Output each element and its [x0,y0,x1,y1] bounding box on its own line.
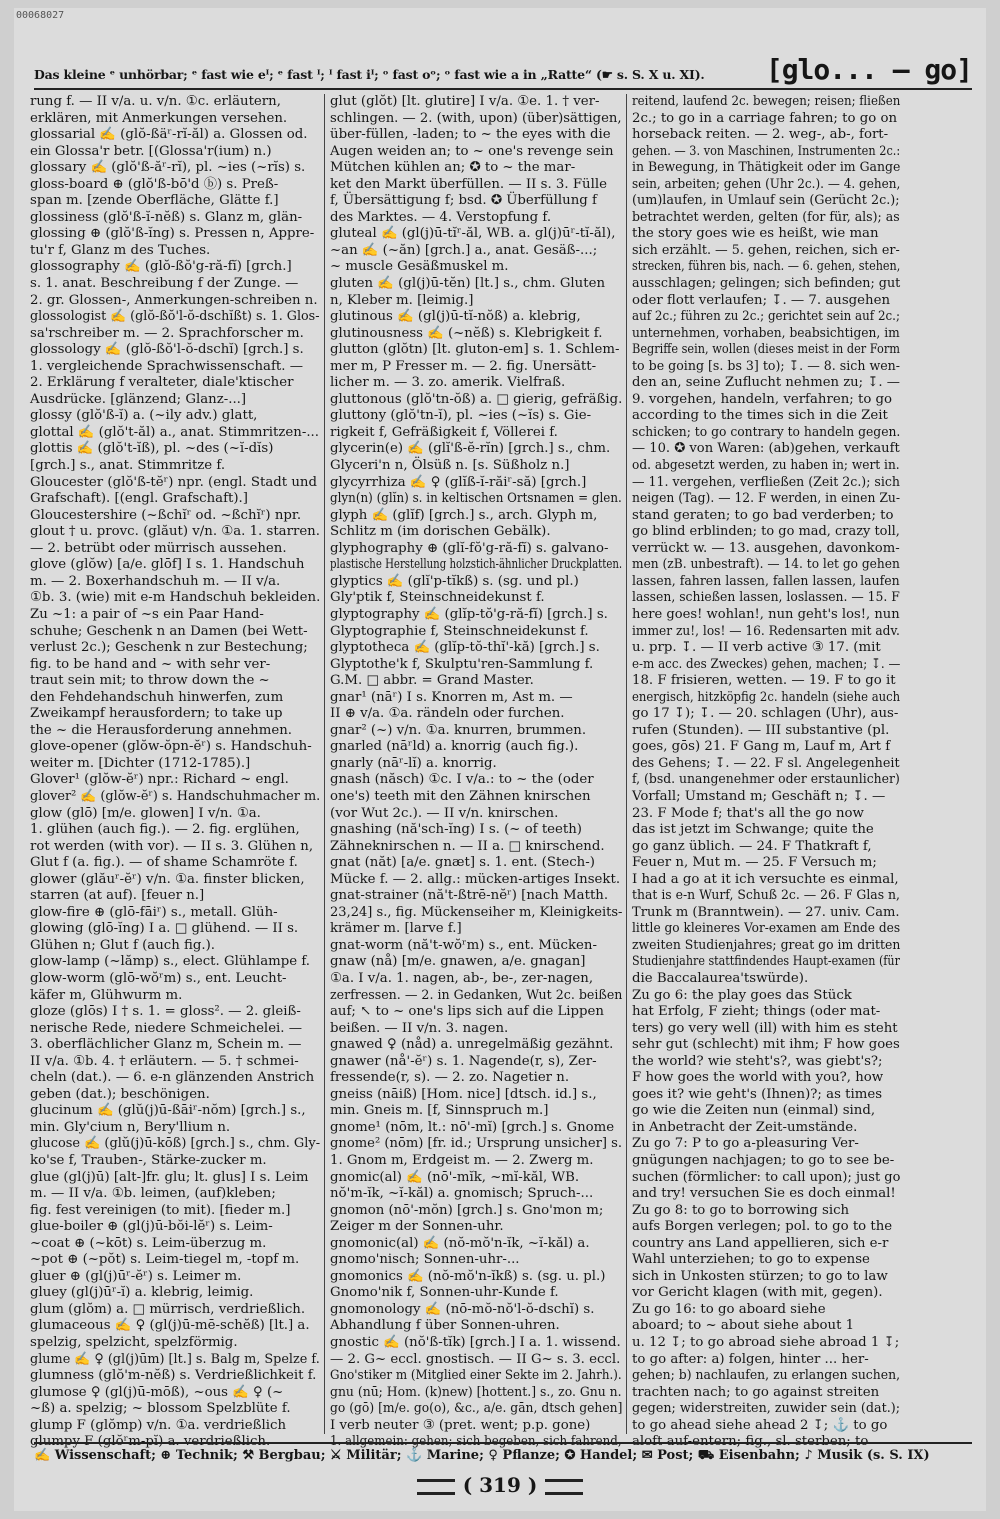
entry-line: hat Erfolg, F zieht; things (oder mat- [632,1004,881,1020]
entry-line: ters) go very well (ill) with him es steht [632,1020,898,1036]
entry-line: glow (glō) [m/e. glowen] I v/n. ①a. [30,805,261,821]
entry-line: glucinum ✍ (glŭ(j)ū-ßāiʳ-nŏm) [grch.] s., [30,1103,306,1119]
entry-line: glossography ✍ (glŏ-ßŏ'g-ră-fĭ) [grch.] [30,259,292,275]
entry-line: to be going [s. bs 3] to); ↧. — 8. sich wen- [632,358,901,374]
entry-line: II ⊕ v/a. ①a. rändeln oder furchen. [330,706,565,722]
entry-line: Mütchen kühlen an; ✪ to ~ the mar- [330,160,576,176]
entry-line: goes, gōs) 21. F Gang m, Lauf m, Art f [632,739,891,755]
entry-line: rung f. — II v/a. u. v/n. ①c. erläutern, [30,94,281,109]
entry-line: nŏ'm-ĭk, ~ĭ-kăl) a. gnomisch; Spruch-... [330,1186,594,1202]
entry-line: Glyceri'n n, Ölsüß n. [s. Süßholz n.] [330,458,570,474]
entry-line: traut sein mit; to throw down the ~ [30,673,270,689]
entry-line: Trunk m (Branntwein). — 27. univ. Cam. [632,904,900,920]
entry-line: min. Gly'cium n, Bery'llium n. [30,1119,231,1135]
entry-line: Glut f (a. fig.). — of shame Schamröte f. [30,855,298,871]
entry-line: spelzig, spelzicht, spelzförmig. [30,1335,238,1351]
entry-line: oder flott verlaufen; ↧. — 7. ausgehen [632,292,891,308]
entry-line: (um)laufen, in Umlauf sein (Gerücht 2c.); [632,193,900,209]
entry-line: glyptotheca ✍ (glĭp-tŏ-thĭ'-kă) [grch.] s. [330,640,600,656]
entry-line: fig. to be hand and ~ with sehr ver- [30,656,271,672]
entry-line: glossy (glŏ'ß-ĭ) a. (~ily adv.) glatt, [30,408,258,424]
entry-line: little go kleineres Vor-examen am Ende des [632,921,901,937]
entry-line: glossing ⊕ (glŏ'ß-ĭng) s. Pressen n, Appre- [30,226,315,242]
entry-line: gnaw (nå) [m/e. gnawen, a/e. gnagan] [330,954,586,970]
entry-line: Zweikampf herausfordern; to take up [30,706,283,722]
entry-line: Abhandlung f über Sonnen-uhren. [330,1318,560,1334]
entry-line: gluey (gl(j)ūʳ-ĭ) a. klebrig, leimig. [30,1285,254,1301]
entry-line: in Anbetracht der Zeit-umstände. [632,1119,858,1135]
entry-line: one's) teeth mit den Zähnen knirschen [330,788,591,804]
entry-line: go wie die Zeiten nun (einmal) sind, [632,1103,876,1119]
pronunciation-notes: Das kleine ᵉ unhörbar; ᵉ fast wie eᴵ; ᵉ fast ᴵ; ᴵ fast iᴵ; ᵒ fast oᵒ; ᵒ fast wie a in „Ratte“ (☛ s. S. X u. XI). [34,67,705,82]
entry-line: 1. allgemein: gehen; sich begeben, sich fahrend, [330,1434,622,1450]
entry-line: auf; ↖ to ~ one's lips sich auf die Lippen [330,1004,604,1020]
entry-line: trachten nach; to go against streiten [632,1384,880,1400]
entry-line: gnash (născh) ①c. I v/a.: to ~ the (oder [330,772,594,788]
entry-line: gnat (năt) [a/e. gnæt] s. 1. ent. (Stech-) [330,855,595,871]
entry-line: n, Kleber m. [leimig.] [330,292,474,308]
entry-line: Zu go 6: the play goes das Stück [632,987,852,1003]
entry-line: I verb neuter ③ (pret. went; p.p. gone) [330,1417,591,1433]
entry-line: glossiness (glŏ'ß-ĭ-nĕß) s. Glanz m, glän- [30,209,303,225]
entry-line: gluttonous (glŏ'tn-ŏß) a. □ gierig, gefräßig. [330,391,623,407]
entry-line: Zu go 8: to go to borrowing sich [632,1202,850,1218]
entry-line: Zähneknirschen n. — II a. □ knirschend. [330,838,605,854]
entry-line: ~ß) a. spelzig; ~ blossom Spelzblüte f. [30,1401,291,1417]
entry-line: 18. F frisieren, wetten. — 19. F to go it [632,673,896,689]
entry-line: Grafschaft). [(engl. Grafschaft).] [30,491,248,507]
entry-line: schlingen. — 2. (with, upon) (über)sättigen, [330,110,622,126]
entry-line: ~an ✍ (~ăn) [grch.] a., anat. Gesäß-...; [330,242,598,258]
entry-line: aufs Borgen verlegen; pol. to go to the [632,1219,893,1235]
entry-line: gnawer (nå'-ĕʳ) s. 1. Nagende(r, s), Zer- [330,1053,597,1069]
entry-line: glow-worm (glō-wŏʳm) s., ent. Leucht- [30,970,287,986]
entry-line: glyphography ⊕ (glĭ-fŏ'g-ră-fĭ) s. galvano- [330,540,609,556]
column-1 [30,94,321,1450]
ornament-bars [417,1479,455,1495]
entry-line: nerische Rede, niedere Schmeichelei. — [30,1020,303,1036]
entry-line: Zu go 16: to go aboard siehe [632,1301,826,1317]
entry-line: erklären, mit Anmerkungen versehen. [30,110,288,126]
entry-line: zerfressen. — 2. in Gedanken, Wut 2c. beißen [330,987,623,1003]
entry-line: Mücke f. — 2. allg.: mücken-artiges Insekt. [330,871,621,887]
entry-line: (vor Wut 2c.). — II v/n. knirschen. [330,805,559,821]
entry-line: ko'se f, Trauben-, Stärke-zucker m. [30,1153,267,1168]
entry-line: 2. gr. Glossen-, Anmerkungen-schreiben n. [30,292,318,308]
entry-line: od. abgesetzt werden, zu haben in; wert in. [632,458,900,474]
entry-line: glossary ✍ (glŏ'ß-ăʳ-rĭ), pl. ~ies (~rĭs) s. [30,160,306,176]
guide-words: [glo... — go] [765,53,972,86]
entry-line: tu'r f, Glanz m des Tuches. [30,242,211,258]
entry-line: ~ muscle Gesäßmuskel m. [330,259,509,275]
entry-line: goes it? wie geht's (Ihnen)?; as times [632,1086,883,1102]
entry-line: betrachtet werden, gelten (for für, als); as [632,209,900,225]
entry-line: glucose ✍ (glŭ(j)ū-kōß) [grch.] s., chm. Gly- [30,1136,321,1152]
entry-line: m. — 2. Boxerhandschuh m. — II v/a. [30,573,281,589]
entry-line: Feuer n, Mut m. — 25. F Versuch m; [632,855,877,871]
entry-line: lassen, fahren lassen, fallen lassen, laufen [632,573,900,589]
entry-line: fig. fest vereinigen (to mit). [fieder m.] [30,1202,291,1218]
entry-line: to go after: a) folgen, hinter ... her- [632,1351,869,1367]
entry-line: rufen (Stunden). — III substantive (pl. [632,722,890,738]
entry-line: sein, arbeiten; gehen (Uhr 2c.). — 4. gehen, [632,176,901,192]
entry-line: glottis ✍ (glŏ't-ĭß), pl. ~des (~ĭ-dĭs) [30,441,274,457]
entry-line: sich in Unkosten stürzen; to go to law [632,1268,888,1284]
entry-line: the ~ die Herausforderung annehmen. [30,722,293,738]
entry-line: Glühen n; Glut f (auch fig.). [30,937,216,953]
page-header [34,52,972,90]
entry-line: lassen, schießen lassen, loslassen. — 15. F [632,590,900,606]
entry-line: gnar¹ (nāʳ) I s. Knorren m, Ast m. — [330,689,573,705]
entry-line: sich erzählt. — 5. gehen, reichen, sich er- [632,242,900,258]
entry-line: glossologist ✍ (glŏ-ßŏ'l-ŏ-dschĭßt) s. 1. Glos- [30,309,320,325]
entry-line: Glyptothe'k f, Skulptu'ren-Sammlung f. [330,656,594,672]
entry-line: glue (gl(j)ū) [alt-]fr. glu; lt. glus] I s. Leim [30,1169,309,1185]
entry-line: gnashing (nă'sch-ĭng) I s. (~ of teeth) [330,822,582,838]
entry-line: gnawed ♀ (nåd) a. unregelmäßig gezähnt. [330,1037,614,1053]
entry-line: starren (at auf). [feuer n.] [30,888,205,904]
entry-line: gnomonic(al) ✍ (nŏ-mŏ'n-ĭk, ~ĭ-kăl) a. [330,1235,590,1251]
entry-line: m. — II v/a. ①b. leimen, (auf)kleben; [30,1186,276,1202]
entry-line: gnat-worm (nă't-wŏʳm) s., ent. Mücken- [330,937,597,953]
entry-line: glower (glăuʳ-ĕʳ) v/n. ①a. finster blicken, [30,871,305,887]
entry-line: Studienjahre stattfindendes Haupt-examen (für [632,954,900,970]
entry-line: gloss-board ⊕ (glŏ'ß-bō'd ⓑ) s. Preß- [30,176,279,192]
column-3 [632,94,901,1450]
entry-line: Zeiger m der Sonnen-uhr. [330,1219,504,1235]
entry-line: gnügungen nachjagen; to go to see be- [632,1153,895,1168]
entry-line: Ausdrücke. [glänzend; Glanz-...] [30,391,247,407]
entry-line: glossarial ✍ (glŏ-ßäʳ-rĭ-ăl) a. Glossen od. [30,127,308,143]
entry-line: Wahl unterziehen; to go to expense [632,1252,870,1268]
entry-line: gnome¹ (nōm, lt.: nō'-mĭ) [grch.] s. Gnome [330,1119,615,1135]
entry-line: s. 1. anat. Beschreibung f der Zunge. — [30,276,299,292]
entry-line: plastische Herstellung holzstich-ähnlicher Druckplatten. [330,557,623,573]
entry-line: krämer m. [larve f.] [330,921,462,937]
entry-line: glycerin(e) ✍ (glĭ'ß-ĕ-rĭn) [grch.] s., chm. [330,441,611,457]
entry-line: glow-fire ⊕ (glō-fāiʳ) s., metall. Glüh- [30,904,278,920]
entry-line: country ans Land appellieren, sich e-r [632,1235,889,1251]
entry-line: — 11. vergehen, verfließen (Zeit 2c.); sich [632,474,900,490]
entry-line: to go ahead siehe ahead 2 ↧; ⚓ to go [632,1417,888,1433]
entry-line: Gnomo'nik f, Sonnen-uhr-Kunde f. [330,1285,559,1301]
column-2 [330,94,623,1450]
entry-line: käfer m, Glühwurm m. [30,987,183,1003]
entry-line: unternehmen, vorhaben, beabsichtigen, im [632,325,900,341]
entry-line: glove (glŏw) [a/e. glōf] I s. 1. Handschuh [30,557,305,573]
entry-line: stand geraten; to go bad verderben; to [632,507,894,523]
entry-line: des Marktes. — 4. Verstopfung f. [330,209,552,225]
entry-line: glue-boiler ⊕ (gl(j)ū-bŏi-lĕʳ) s. Leim- [30,1219,273,1235]
entry-line: go ganz üblich. — 24. F Thatkraft f, [632,838,872,854]
entry-line: f, Übersättigung f; bsd. ✪ Überfüllung f [330,193,597,209]
entry-line: gnomo'nisch; Sonnen-uhr-... [330,1252,520,1268]
entry-line: e-m acc. des Zweckes) gehen, machen; ↧. — [632,656,901,672]
entry-line: men (zB. unbestraft). — 14. to let go gehen [632,557,900,573]
entry-line: cheln (dat.). — 6. e-n glänzenden Anstrich [30,1070,315,1086]
entry-line: gluer ⊕ (gl(j)ūʳ-ĕʳ) s. Leimer m. [30,1268,242,1284]
entry-line: glyph ✍ (glĭf) [grch.] s., arch. Glyph m, [330,507,598,523]
entry-line: gnat-strainer (nă't-ßtrē-nĕʳ) [nach Matth. [330,888,609,904]
entry-line: and try! versuchen Sie es doch einmal! [632,1186,896,1202]
entry-line: rot werden (with vor). — II s. 3. Glühen n, [30,838,314,854]
entry-line: aloft auf-entern; fig., sl. sterben; to [632,1434,869,1450]
entry-line: gnarly (nāʳ-lĭ) a. knorrig. [330,755,497,771]
entry-line: — 10. ✪ von Waren: (ab)gehen, verkauft [632,441,900,457]
entry-line: 1. vergleichende Sprachwissenschaft. — [30,358,303,374]
entry-line: glut (glŏt) [lt. glutire] I v/a. ①e. 1. † ver- [330,94,600,109]
entry-line: glycyrrhiza ✍ ♀ (glĭß-ĭ-răiʳ-să) [grch.] [330,474,587,490]
entry-line: glutinous ✍ (gl(j)ū-tĭ-nŏß) a. klebrig, [330,309,581,325]
entry-line: glumness (glŏ'm-nĕß) s. Verdrießlichkeit f. [30,1368,317,1384]
entry-line: 23,24] s., fig. Mückenseiher m, Kleinigkeits- [330,904,623,920]
entry-line: glottal ✍ (glŏ't-ăl) a., anat. Stimmritzen-... [30,424,319,440]
entry-line: zweiten Studienjahres; great go im dritten [632,937,901,953]
entry-line: Gly'ptik f, Steinschneidekunst f. [330,590,545,606]
entry-line: gnomon (nō'-mŏn) [grch.] s. Gno'mon m; [330,1202,604,1218]
entry-line: immer zu!, los! — 16. Redensarten mit adv. [632,623,900,639]
entry-line: des Gehens; ↧. — 22. F sl. Angelegenheit [632,755,900,771]
entry-line: gluteal ✍ (gl(j)ū-tĭʳ-ăl, WB. a. gl(j)ūʳ-tĭ-ăl), [330,226,616,242]
entry-line: die Baccalaurea'tswürde). [632,970,809,986]
entry-line: that is e-n Wurf, Schuß 2c. — 26. F Glas n, [632,888,900,904]
entry-line: 3. oberflächlicher Glanz m, Schein m. — [30,1037,302,1053]
entry-line: according to the times sich in die Zeit [632,408,888,424]
entry-line: u. prp. ↧. — II verb active ③ 17. (mit [632,640,881,656]
entry-line: ausschlagen; gelingen; sich befinden; gut [632,276,901,292]
entry-line: gneiss (nāiß) [Hom. nice] [dtsch. id.] s., [330,1086,597,1102]
entry-line: f, (bsd. unangenehmer oder erstaunlicher) [632,772,900,788]
entry-line: glyptics ✍ (glĭ'p-tĭkß) s. (sg. und pl.) [330,573,579,589]
entry-line: in Bewegung, in Thätigkeit oder im Gange [632,160,901,176]
entry-line: rigkeit f, Gefräßigkeit f, Völlerei f. [330,424,558,440]
entry-line: glumpy F (glŏʳm-pĭ) a. verdrießlich. [30,1434,271,1450]
entry-line: über-füllen, -laden; to ~ the eyes with die [330,127,611,143]
entry-line: neigen (Tag). — 12. F werden, in einen Zu- [632,491,900,507]
entry-line: — 2. G~ eccl. gnostisch. — II G~ s. 3. eccl. [330,1351,621,1367]
entry-line: 2c.; to go in a carriage fahren; to go on [632,110,898,126]
entry-line: glyptography ✍ (glĭp-tŏ'g-ră-fĭ) [grch.] s. [330,606,608,622]
entry-line: Zu ~1: a pair of ~s ein Paar Hand- [30,606,264,622]
entry-line: Gloucestershire (~ßchĭʳ od. ~ßchĭʳ) npr. [30,507,302,523]
entry-line: go 17 ↧); ↧. — 20. schlagen (Uhr), aus- [632,706,899,722]
entry-line: horseback reiten. — 2. weg-, ab-, fort- [632,127,889,143]
entry-line: glover² ✍ (glŏw-ĕʳ) s. Handschuhmacher m. [30,788,321,804]
entry-line: glow-lamp (~lămp) s., elect. Glühlampe f. [30,954,311,970]
entry-line: glum (glŏm) a. □ mürrisch, verdrießlich. [30,1301,306,1317]
entry-line: glumaceous ✍ ♀ (gl(j)ū-mē-schĕß) [lt.] a. [30,1318,310,1334]
entry-line: den an, seine Zuflucht nehmen zu; ↧. — [632,375,900,391]
entry-line: licher m. — 3. zo. amerik. Vielfraß. [330,375,566,391]
entry-line: I had a go at it ich versuchte es einmal, [632,871,899,887]
entry-line: schuhe; Geschenk n an Damen (bei Wett- [30,623,308,639]
page-number: ( 319 ) [462,1473,538,1497]
entry-line: verrückt w. — 13. ausgehen, davonkom- [632,540,900,556]
ornament-bars [545,1479,583,1495]
entry-line: ~pot ⊕ (~pŏt) s. Leim-tiegel m, -topf m. [30,1252,300,1268]
entry-line: verlust 2c.); Geschenk n zur Bestechung; [30,640,308,656]
entry-line: ①a. I v/a. 1. nagen, ab-, be-, zer-nagen, [330,970,594,986]
entry-line: gloze (glōs) I † s. 1. = gloss². — 2. gleiß- [30,1004,301,1020]
entry-line: gluten ✍ (gl(j)ū-tĕn) [lt.] s., chm. Gluten [330,276,606,292]
dictionary-page [14,8,986,1511]
entry-line: gnomic(al) ✍ (nō'-mĭk, ~mĭ-kăl, WB. [330,1169,580,1185]
entry-line: ein Glossa'r betr. [(Glossa'r(ium) n.) [30,143,272,159]
entry-line: aboard; to ~ about siehe about 1 [632,1318,855,1334]
entry-line: glump F (glŏmp) v/n. ①a. verdrießlich [30,1417,287,1433]
entry-line: suchen (förmlicher: to call upon); just go [632,1169,901,1185]
entry-line: den Fehdehandschuh hinwerfen, zum [30,689,284,705]
entry-line: das ist jetzt im Schwange; quite the [632,822,874,838]
entry-line: glyn(n) (glĭn) s. in keltischen Ortsnamen = glen. [330,491,622,507]
entry-line: gluttony (glŏ'tn-ĭ), pl. ~ies (~ĭs) s. Gie- [330,408,592,424]
document-id: 00068027 [16,10,65,21]
entry-line: fressende(r, s). — 2. zo. Nagetier n. [330,1070,570,1086]
entry-line: gnu (nū; Hom. (k)new) [hottent.] s., zo. Gnu n. [330,1384,622,1400]
entry-line: ~coat ⊕ (~kōt) s. Leim-überzug m. [30,1235,267,1251]
entry-line: Schlitz m (im dorischen Gebälk). [330,524,551,540]
entry-line: glowing (glō-ĭng) I a. □ glühend. — II s. [30,921,299,937]
entry-line: glume ✍ ♀ (gl(j)ūm) [lt.] s. Balg m, Spelze f. [30,1351,320,1367]
entry-line: ①b. 3. (wie) mit e-m Handschuh bekleiden. [30,590,321,606]
entry-line: go (gō) [m/e. go(o), &c., a/e. gān, dtsch gehen] [330,1401,623,1417]
entry-line: weiter m. [Dichter (1712-1785).] [30,755,251,771]
entry-line: strecken, führen bis, nach. — 6. gehen, stehen, [632,259,901,275]
entry-line: u. 12 ↧; to go abroad siehe abroad 1 ↧; [632,1335,900,1351]
entry-line: Zu go 7: P to go a-pleasuring Ver- [632,1136,859,1152]
entry-line: gehen. — 3. von Maschinen, Instrumenten 2c.: [632,143,901,159]
entry-line: Gloucester (glŏ'ß-tĕʳ) npr. (engl. Stadt und [30,474,317,490]
entry-line: 1. glühen (auch fig.). — 2. fig. erglühen, [30,822,300,838]
entry-line: gegen; widerstreiten, zuwider sein (dat.); [632,1401,901,1417]
entry-line: ket den Markt überfüllen. — II s. 3. Fülle [330,176,607,192]
entry-line: 2. Erklärung f veralteter, diale'ktischer [30,375,294,391]
entry-line: [grch.] s., anat. Stimmritze f. [30,458,226,474]
entry-line: F how goes the world with you?, how [632,1070,884,1086]
entry-line: Glover¹ (glŏw-ĕʳ) npr.: Richard ~ engl. [30,772,289,788]
entry-line: gnar² (~) v/n. ①a. knurren, brummen. [330,722,587,738]
dictionary-columns [30,94,988,1450]
page-number-block [14,1473,986,1497]
entry-line: glout † u. provc. (glăut) v/n. ①a. 1. starren. [30,524,320,540]
entry-line: the world? wie steht's?, was giebt's?; [632,1053,883,1069]
entry-line: II v/a. ①b. 4. † erläutern. — 5. † schmei- [30,1053,299,1069]
entry-line: sehr gut (schlecht) mit ihm; F how goes [632,1037,900,1053]
entry-line: G.M. □ abbr. = Grand Master. [330,673,534,689]
entry-line: mer m, P Fresser m. — 2. fig. Unersätt- [330,358,597,374]
symbol-legend: ✍ Wissenschaft; ⊕ Technik; ⚒ Bergbau; ⚔ Militär; ⚓ Marine; ♀ Pflanze; ✪ Handel; ✉ Post; ⛟ Eisenbahn; ♪ Musik (s. S. IX) [34,1442,972,1465]
entry-line: glumose ♀ (gl(j)ū-mōß), ~ous ✍ ♀ (~ [30,1384,284,1400]
entry-line: gnostic ✍ (nŏ'ß-tĭk) [grch.] I a. 1. wissend. [330,1335,621,1351]
entry-line: span m. [zende Oberfläche, Glätte f.] [30,193,279,209]
entry-line: the story goes wie es heißt, wie man [632,226,879,242]
entry-line: gnomonics ✍ (nŏ-mŏ'n-ĭkß) s. (sg. u. pl.) [330,1268,606,1284]
entry-line: geben (dat.); beschönigen. [30,1086,210,1102]
entry-line: gnome² (nōm) [fr. id.; Ursprung unsicher] s. [330,1136,623,1152]
entry-line: Gno'stiker m (Mitglied einer Sekte im 2. Jahrh.). [330,1368,622,1384]
entry-line: schicken; to go contrary to handeln gegen. [632,424,901,440]
entry-line: gnomonology ✍ (nō-mŏ-nŏ'l-ŏ-dschĭ) s. [330,1301,595,1317]
entry-line: auf 2c.; führen zu 2c.; gerichtet sein auf 2c.; [632,309,900,325]
entry-line: 9. vorgehen, handeln, verfahren; to go [632,391,893,407]
entry-line: gnarled (nāʳld) a. knorrig (auch fig.). [330,739,579,755]
entry-line: Vorfall; Umstand m; Geschäft n; ↧. — [632,788,886,804]
entry-line: 1. Gnom m, Erdgeist m. — 2. Zwerg m. [330,1153,594,1168]
entry-line: go blind erblinden; to go mad, crazy toll, [632,524,900,540]
entry-line: — 2. betrübt oder mürrisch aussehen. [30,540,287,556]
entry-line: here goes! wohlan!, nun geht's los!, nun [632,606,900,622]
entry-line: vor Gericht klagen (with mit, gegen). [632,1285,883,1301]
column-rule [626,94,627,1434]
entry-line: min. Gneis m. [f, Sinnspruch m.] [330,1103,549,1119]
entry-line: Begriffe sein, wollen (dieses meist in der Form [632,342,900,358]
entry-line: glossology ✍ (glŏ-ßŏ'l-ŏ-dschĭ) [grch.] s. [30,342,304,358]
entry-line: glove-opener (glŏw-ŏpn-ĕʳ) s. Handschuh- [30,739,312,755]
entry-line: 23. F Mode f; that's all the go now [632,805,864,821]
column-rule [324,94,325,1434]
entry-line: reitend, laufend 2c. bewegen; reisen; fließen [632,94,901,109]
entry-line: gehen; b) nachlaufen, zu erlangen suchen, [632,1368,901,1384]
entry-line: Glyptographie f, Steinschneidekunst f. [330,623,589,639]
entry-line: glutton (glŏtn) [lt. gluton-em] s. 1. Schlem- [330,342,620,358]
entry-line: glutinousness ✍ (~nĕß) s. Klebrigkeit f. [330,325,603,341]
entry-line: beißen. — II v/n. 3. nagen. [330,1020,509,1036]
entry-line: Augen weiden an; to ~ one's revenge sein [330,143,614,159]
entry-line: energisch, hitzköpfig 2c. handeln (siehe auch [632,689,901,705]
entry-line: sa'rschreiber m. — 2. Sprachforscher m. [30,325,304,341]
